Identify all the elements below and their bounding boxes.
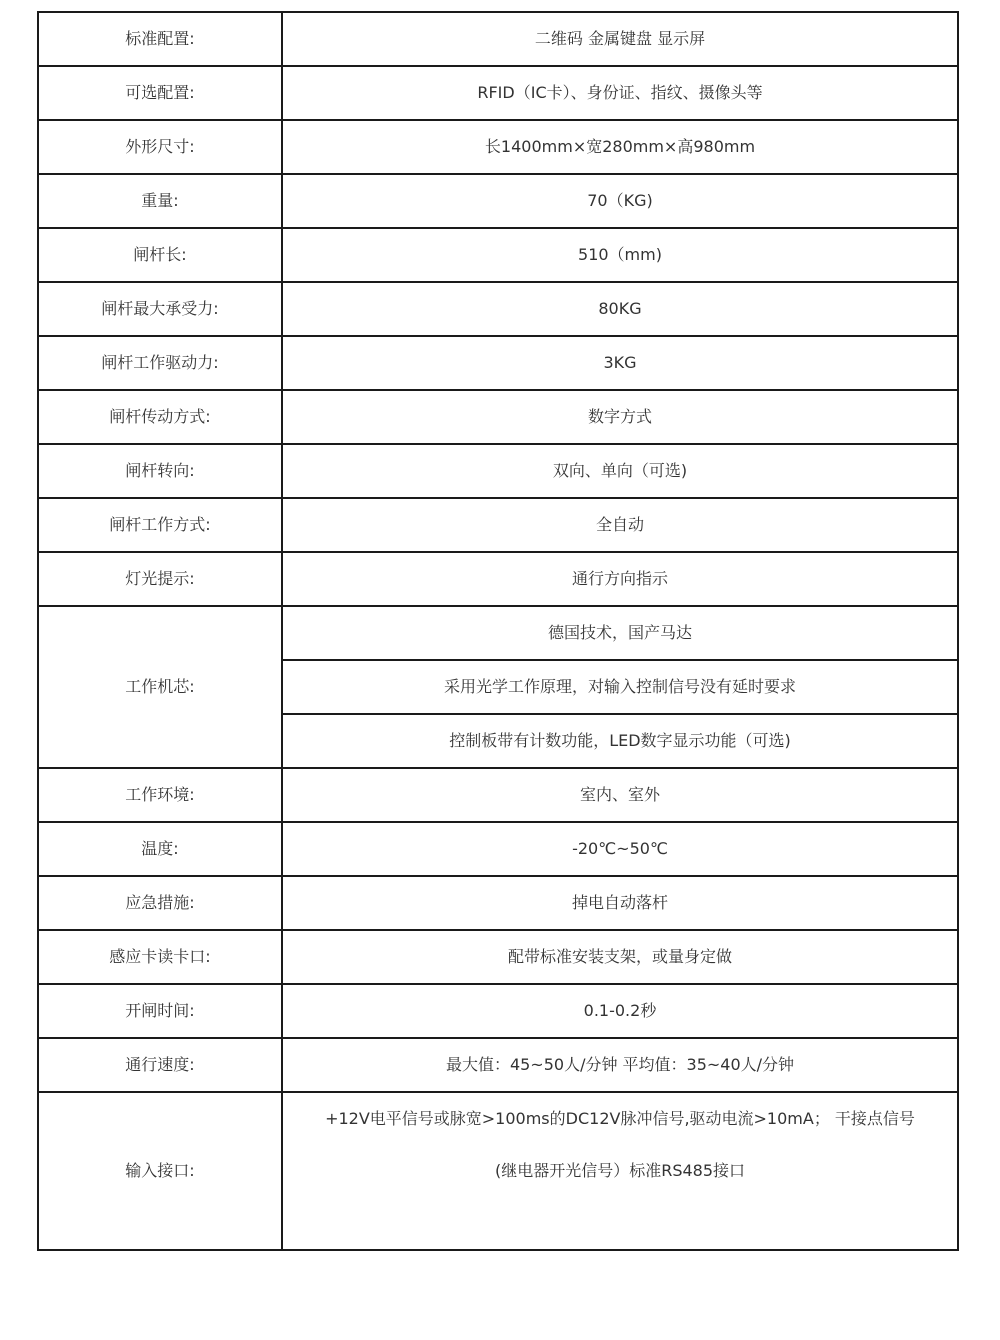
spec-label-core: 工作机芯: [38,606,282,768]
spec-value: 采用光学工作原理，对输入控制信号没有延时要求 [282,660,958,714]
spec-label: 重量: [38,174,282,228]
table-row [38,984,958,1038]
table-row [38,282,958,336]
spec-value: 70（KG) [282,174,958,228]
table-row [38,876,958,930]
table-row [38,1092,958,1250]
table-row [38,174,958,228]
spec-value: 配带标准安装支架，或量身定做 [282,930,958,984]
spec-label: 闸杆工作方式: [38,498,282,552]
spec-value: 0.1-0.2秒 [282,984,958,1038]
spec-value: 80KG [282,282,958,336]
spec-label: 标准配置: [38,12,282,66]
spec-value: 全自动 [282,498,958,552]
table-row [38,930,958,984]
table-row [38,552,958,606]
table-row [38,822,958,876]
spec-label: 开闸时间: [38,984,282,1038]
spec-table [37,11,959,1251]
table-row [38,120,958,174]
table-row [38,66,958,120]
table-row [38,768,958,822]
table-row [38,12,958,66]
input-line-2: (继电器开光信号）标准RS485接口 [494,1161,746,1180]
spec-value-input [282,1092,958,1250]
spec-label: 外形尺寸: [38,120,282,174]
spec-label: 温度: [38,822,282,876]
spec-value: 数字方式 [282,390,958,444]
spec-label: 输入接口: [38,1092,282,1250]
spec-label: 灯光提示: [38,552,282,606]
spec-label: 闸杆长: [38,228,282,282]
spec-value: 通行方向指示 [282,552,958,606]
spec-value: 3KG [282,336,958,390]
table-row [38,498,958,552]
spec-label: 应急措施: [38,876,282,930]
spec-label: 闸杆最大承受力: [38,282,282,336]
spec-label: 闸杆工作驱动力: [38,336,282,390]
spec-label: 工作环境: [38,768,282,822]
spec-label: 可选配置: [38,66,282,120]
table-row [38,336,958,390]
spec-value: 双向、单向（可选) [282,444,958,498]
table-row [38,606,958,660]
spec-value: 掉电自动落杆 [282,876,958,930]
spec-value: 控制板带有计数功能，LED数字显示功能（可选) [282,714,958,768]
spec-value: 二维码 金属键盘 显示屏 [282,12,958,66]
spec-label: 闸杆转向: [38,444,282,498]
spec-value: -20℃~50℃ [282,822,958,876]
spec-value: 长1400mm×宽280mm×高980mm [282,120,958,174]
spec-value: RFID（IC卡）、身份证、指纹、摄像头等 [282,66,958,120]
spec-value: 510（mm) [282,228,958,282]
spec-value: 德国技术，国产马达 [282,606,958,660]
spec-value: 室内、室外 [282,768,958,822]
spec-label: 通行速度: [38,1038,282,1092]
table-row [38,1038,958,1092]
table-row [38,390,958,444]
spec-label: 感应卡读卡口: [38,930,282,984]
input-line-1: +12V电平信号或脉宽>100ms的DC12V脉冲信号,驱动电流>10mA； 干接点信号 [325,1109,915,1128]
spec-value: 最大值：45~50人/分钟 平均值：35~40人/分钟 [282,1038,958,1092]
spec-label: 闸杆传动方式: [38,390,282,444]
input-blank-line [289,1197,951,1249]
table-row [38,444,958,498]
table-row [38,228,958,282]
